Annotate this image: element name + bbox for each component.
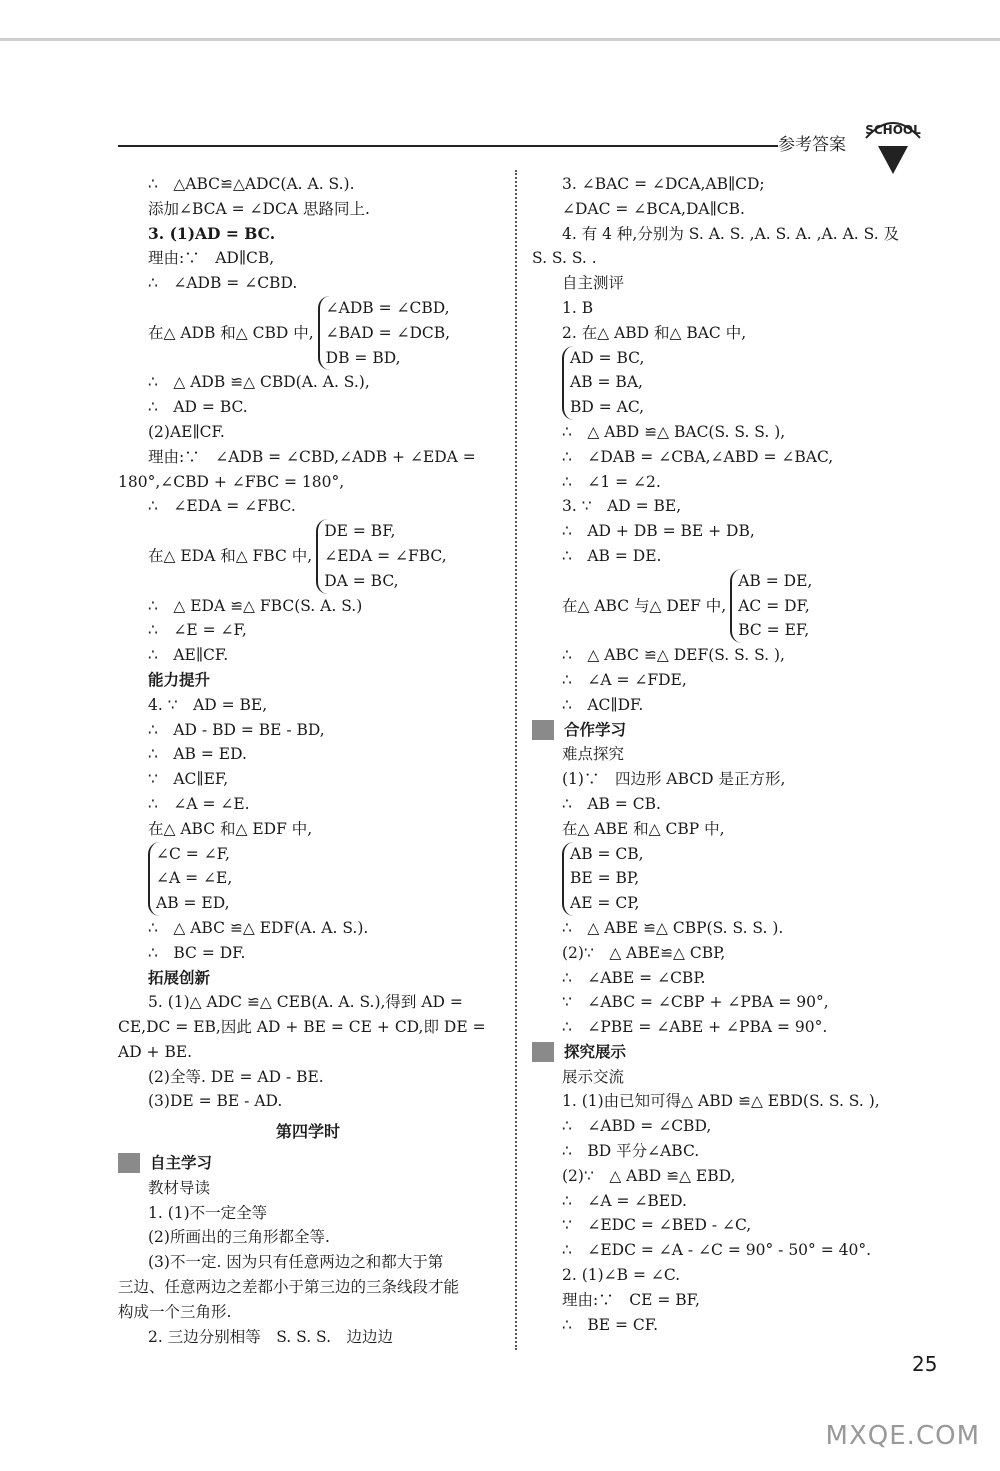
- text-line: 在△ ABE 和△ CBP 中,: [562, 819, 725, 838]
- text-line: ∴ ∠E = ∠F,: [148, 621, 247, 640]
- subheading: 拓展创新: [148, 967, 211, 987]
- brace-item: AC = DF,: [738, 596, 810, 615]
- text-line: ∴ AB = ED.: [148, 745, 247, 764]
- text-line: (2)AE∥CF.: [148, 422, 225, 441]
- section-marker: [118, 1153, 140, 1173]
- text-line: ∴ △ ABC ≌△ EDF(A. A. S.).: [148, 918, 369, 937]
- brace-item: AB = DE,: [738, 571, 813, 590]
- text-line: S. S. S. .: [532, 249, 597, 268]
- text-line: 理由:∵ AD∥CB,: [148, 249, 275, 268]
- text-line: 3. ∵ AD = BE,: [562, 497, 682, 516]
- question-3: 3. ∠BAC = ∠DCA,AB∥CD;: [562, 175, 765, 193]
- text-line: (2)全等. DE = AD - BE.: [148, 1067, 324, 1086]
- text-line: ∴ ∠EDA = ∠FBC.: [148, 497, 296, 516]
- brace-group: [118, 842, 498, 916]
- brace-group: [118, 296, 498, 370]
- brace-item: BD = AC,: [570, 398, 645, 417]
- section-title: 自主学习: [150, 1154, 213, 1173]
- text-line: CE,DC = EB,因此 AD + BE = CE + CD,即 DE =: [118, 1018, 486, 1037]
- text-line: ∴ AE∥CF.: [148, 646, 229, 665]
- text-line: 2. (1)∠B = ∠C.: [562, 1266, 681, 1285]
- section-heading: [118, 1151, 498, 1176]
- brace-item: ∠C = ∠F,: [156, 844, 230, 863]
- text-line: ∴ AD + DB = BE + DB,: [562, 522, 755, 541]
- scan-edge: [0, 38, 1000, 41]
- brace-group: [118, 519, 498, 593]
- subheading: 自主测评: [562, 274, 625, 293]
- text-line: AD + BE.: [118, 1042, 193, 1061]
- brace-item: ∠EDA = ∠FBC,: [324, 546, 447, 565]
- subheading: 能力提升: [148, 669, 211, 689]
- subheading: 难点探究: [562, 745, 625, 764]
- subheading: 教材导读: [148, 1178, 211, 1197]
- text-line: ∴ AD - BD = BE - BD,: [148, 720, 325, 739]
- brace-group: [532, 346, 882, 420]
- brace-item: ∠BAD = ∠DCB,: [325, 323, 451, 342]
- text-line: (2)∵ △ ABD ≌△ EBD,: [562, 1166, 736, 1185]
- text-line: ∴ △ ADB ≌△ CBD(A. A. S.),: [148, 373, 370, 392]
- text-line: 理由:∵ ∠ADB = ∠CBD,∠ADB + ∠EDA =: [148, 447, 476, 466]
- text-line: 1. (1)由已知可得△ ABD ≌△ EBD(S. S. S. ),: [562, 1092, 880, 1111]
- text-line: 1. (1)不一定全等: [148, 1203, 268, 1222]
- brace-item: DB = BD,: [325, 348, 401, 367]
- text-line: ∴ AB = DE.: [562, 546, 662, 565]
- brace: [316, 519, 446, 593]
- brace-item: BE = BP,: [570, 869, 640, 888]
- brace-item: BC = EF,: [738, 621, 810, 640]
- text-line: 三边、任意两边之差都小于第三边的三条线段才能: [118, 1278, 460, 1297]
- text-line: ∴ △ EDA ≌△ FBC(S. A. S.): [148, 596, 363, 615]
- lesson-heading: 第四学时: [275, 1122, 340, 1142]
- brace: [562, 346, 644, 420]
- text-line: (3)DE = BE - AD.: [148, 1092, 283, 1111]
- text-line: ∴ BD 平分∠ABC.: [562, 1142, 700, 1161]
- brace: [562, 842, 644, 916]
- section-heading: [532, 1040, 882, 1065]
- text-line: 在△ ABC 和△ EDF 中,: [148, 819, 313, 838]
- watermark: MXQE.COM: [825, 1421, 980, 1451]
- text-line: ∴ ∠DAB = ∠CBA,∠ABD = ∠BAC,: [562, 447, 834, 466]
- subheading: 展示交流: [562, 1067, 625, 1086]
- text-line: ∴ BC = DF.: [148, 943, 246, 962]
- text-line: 理由:∵ CE = BF,: [562, 1290, 700, 1309]
- column-divider: [515, 170, 517, 1350]
- brace-item: ∠A = ∠E,: [156, 869, 233, 888]
- brace-prefix: 在△ EDA 和△ FBC 中,: [148, 546, 313, 565]
- school-logo: [858, 108, 928, 178]
- brace-prefix: 在△ ABC 与△ DEF 中,: [562, 596, 727, 615]
- question-4: 4. ∵ AD = BE,: [148, 695, 268, 714]
- brace: [730, 569, 812, 643]
- section-title: 探究展示: [564, 1042, 627, 1061]
- text-line: ∴ ∠1 = ∠2.: [562, 472, 661, 491]
- brace-group: [532, 569, 882, 643]
- question-4: 4. 有 4 种,分别为 S. A. S. ,A. S. A. ,A. A. S. 及: [562, 224, 900, 243]
- text-line: 添加∠BCA = ∠DCA 思路同上.: [148, 199, 370, 218]
- logo-text: SCHOOL: [865, 123, 921, 137]
- text-line: (1)∵ 四边形 ABCD 是正方形,: [562, 770, 786, 789]
- brace-item: AB = ED,: [156, 894, 230, 913]
- text-line: 构成一个三角形.: [118, 1302, 232, 1321]
- page-number: 25: [912, 1352, 938, 1376]
- text-line: ∴ ∠ADB = ∠CBD.: [148, 274, 298, 293]
- section-title: 合作学习: [564, 720, 627, 739]
- header-rule: [118, 145, 778, 147]
- text-line: ∴ ∠PBE = ∠ABE + ∠PBA = 90°.: [562, 1018, 828, 1037]
- brace-item: ∠ADB = ∠CBD,: [325, 298, 450, 317]
- left-column: [118, 172, 498, 1349]
- text-line: (2)∵ △ ABE≌△ CBP,: [562, 943, 726, 962]
- section-marker: [532, 1042, 554, 1062]
- text-line: (2)所画出的三角形都全等.: [148, 1228, 330, 1247]
- text-line: ∵ ∠ABC = ∠CBP + ∠PBA = 90°,: [562, 993, 829, 1012]
- brace-item: AD = BC,: [570, 348, 645, 367]
- text-line: ∴ ∠A = ∠FDE,: [562, 670, 687, 689]
- brace-item: DA = BC,: [324, 571, 399, 590]
- brace-group: [532, 842, 882, 916]
- brace: [318, 296, 450, 370]
- text-line: ∴ △ABC≌△ADC(A. A. S.).: [148, 175, 355, 193]
- brace-item: AB = CB,: [570, 844, 644, 863]
- brace: [148, 842, 232, 916]
- text-line: 2. 三边分别相等 S. S. S. 边边边: [148, 1327, 394, 1346]
- text-line: ∠DAC = ∠BCA,DA∥CB.: [562, 199, 745, 218]
- right-column: [532, 172, 900, 1337]
- text-line: 180°,∠CBD + ∠FBC = 180°,: [118, 472, 345, 491]
- question-5: 5. (1)△ ADC ≌△ CEB(A. A. S.),得到 AD =: [148, 993, 463, 1012]
- text-line: ∴ △ ABD ≌△ BAC(S. S. S. ),: [562, 422, 786, 441]
- text-line: ∴ ∠EDC = ∠A - ∠C = 90° - 50° = 40°.: [562, 1241, 872, 1260]
- brace-item: AB = BA,: [570, 373, 643, 392]
- text-line: ∵ ∠EDC = ∠BED - ∠C,: [562, 1216, 752, 1235]
- text-line: 2. 在△ ABD 和△ BAC 中,: [562, 323, 747, 342]
- text-line: ∴ △ ABC ≌△ DEF(S. S. S. ),: [562, 646, 785, 665]
- brace-item: DE = BF,: [324, 522, 396, 541]
- header-label: 参考答案: [778, 135, 846, 155]
- text-line: ∴ AC∥DF.: [562, 695, 644, 714]
- text-line: ∴ BE = CF.: [562, 1315, 659, 1334]
- section-marker: [532, 720, 554, 740]
- section-heading: [532, 718, 882, 743]
- text-line: 1. B: [562, 298, 594, 317]
- text-line: ∴ ∠A = ∠E.: [148, 794, 250, 813]
- brace-prefix: 在△ ADB 和△ CBD 中,: [148, 323, 314, 342]
- text-line: ∴ ∠A = ∠BED.: [562, 1191, 687, 1210]
- text-line: ∴ ∠ABE = ∠CBP.: [562, 968, 706, 987]
- text-line: ∴ AB = CB.: [562, 794, 661, 813]
- question-3: 3. (1)AD = BC.: [148, 223, 276, 243]
- text-line: ∴ △ ABE ≌△ CBP(S. S. S. ).: [562, 918, 784, 937]
- text-line: (3)不一定. 因为只有任意两边之和都大于第: [148, 1253, 444, 1272]
- text-line: ∵ AC∥EF,: [148, 770, 229, 789]
- text-line: ∴ ∠ABD = ∠CBD,: [562, 1117, 712, 1136]
- brace-item: AE = CP,: [570, 894, 640, 913]
- text-line: ∴ AD = BC.: [148, 398, 248, 417]
